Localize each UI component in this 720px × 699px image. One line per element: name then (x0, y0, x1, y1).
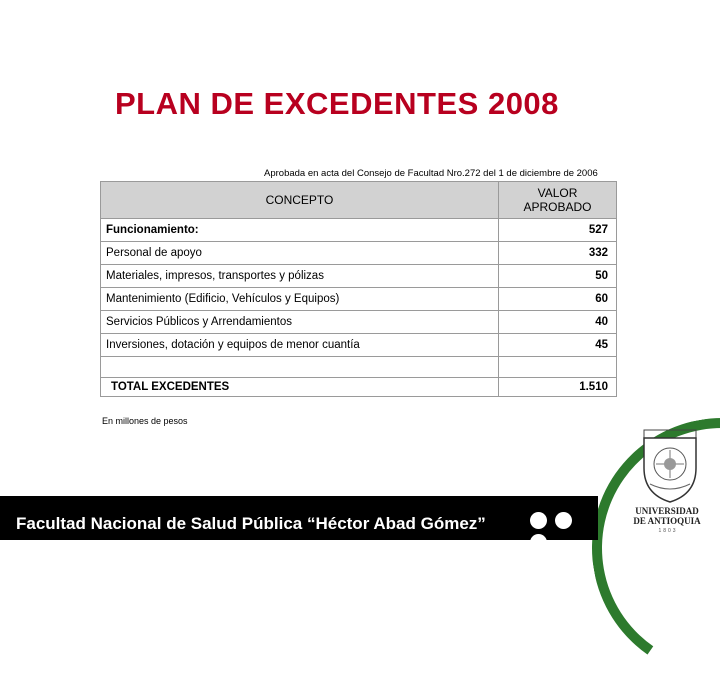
footer-dots (530, 512, 598, 556)
spacer-cell (101, 357, 499, 378)
table-row (101, 219, 617, 242)
row-label: Inversiones, dotación y equipos de menor cuantía (101, 334, 499, 357)
header-value-line1: VALOR (537, 186, 578, 200)
header-value-line2: APROBADO (523, 200, 592, 214)
total-label: TOTAL EXCEDENTES (101, 378, 499, 397)
university-name-line1: UNIVERSIDAD (635, 506, 699, 516)
footer-text: Facultad Nacional de Salud Pública “Héctor Abad Gómez” (16, 514, 486, 533)
university-year: 1803 (658, 528, 678, 534)
row-value: 45 (499, 334, 617, 357)
total-value: 1.510 (499, 378, 617, 397)
table-spacer-row (101, 357, 617, 378)
row-label: Materiales, impresos, transportes y pólizas (101, 265, 499, 288)
page-title: PLAN DE EXCEDENTES 2008 (115, 86, 559, 121)
table-header-row (101, 182, 617, 219)
row-label: Mantenimiento (Edificio, Vehículos y Equipos) (101, 288, 499, 311)
row-value: 332 (499, 242, 617, 265)
approval-subtitle: Aprobada en acta del Consejo de Facultad Nro.272 del 1 de diciembre de 2006 (264, 168, 598, 179)
circle-icon (555, 512, 572, 529)
university-seal-icon (626, 428, 714, 504)
table-row (101, 242, 617, 265)
row-value: 60 (499, 288, 617, 311)
row-value: 50 (499, 265, 617, 288)
row-label: Personal de apoyo (101, 242, 499, 265)
row-value: 527 (499, 219, 617, 242)
university-name (622, 506, 712, 526)
university-logo (626, 428, 714, 509)
table-row (101, 334, 617, 357)
row-value: 40 (499, 311, 617, 334)
university-name-line2: DE ANTIOQUIA (633, 516, 701, 526)
footer-bar (0, 496, 598, 540)
table-row (101, 288, 617, 311)
units-note: En millones de pesos (102, 416, 188, 426)
table-row (101, 311, 617, 334)
circle-icon (530, 534, 547, 551)
total-row (101, 378, 617, 397)
budget-table (100, 181, 617, 397)
header-value (499, 182, 617, 219)
header-concept: CONCEPTO (101, 182, 499, 219)
circle-icon (530, 512, 547, 529)
spacer-cell (499, 357, 617, 378)
table-row (101, 265, 617, 288)
row-label: Servicios Públicos y Arrendamientos (101, 311, 499, 334)
row-label: Funcionamiento: (101, 219, 499, 242)
